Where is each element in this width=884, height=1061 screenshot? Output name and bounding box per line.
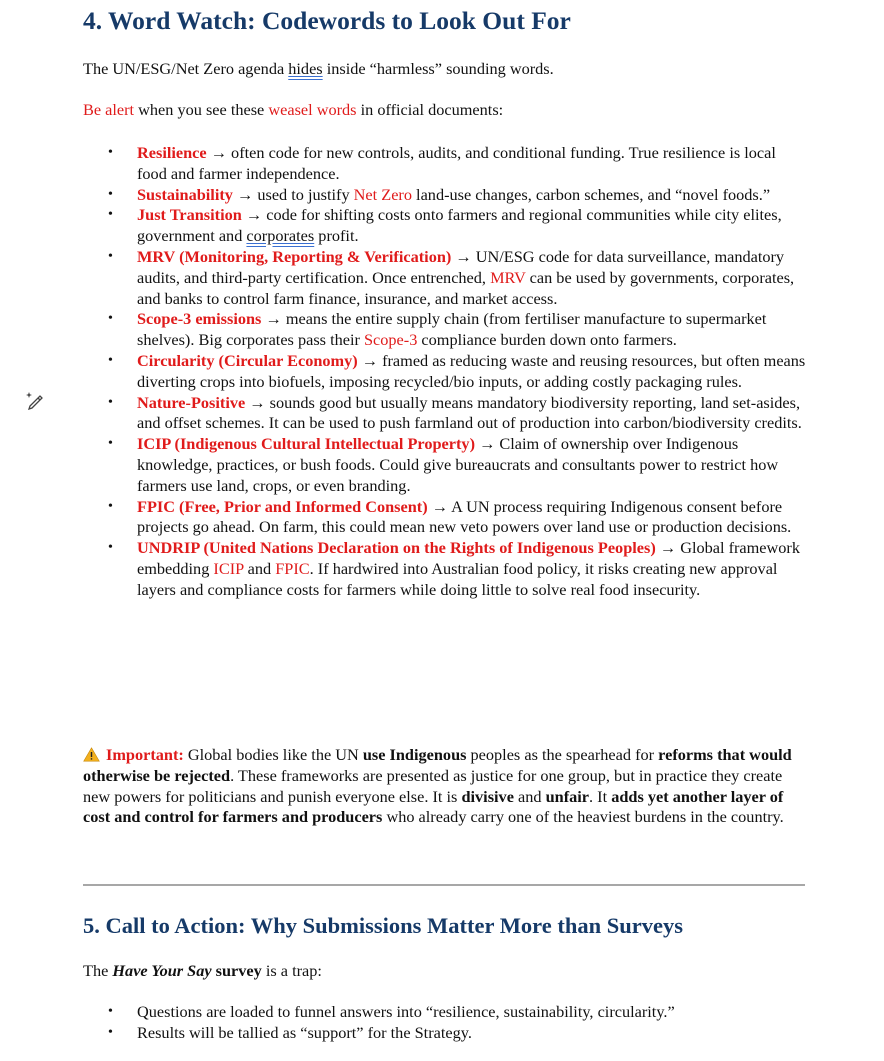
list-item: • Nature-Positive → sounds good but usually means mandatory biodiversity reporting, land set-asides, and offset schemes. It can be used to push farmland out of production into carbon/biodiversity credits. — [108, 392, 802, 433]
list-item: • Circularity (Circular Economy) → framed as reducing waste and reusing resources, but often means diverting crops into biofuels, imposing recycled/bio inputs, or adding costly packaging rules. — [108, 350, 806, 391]
survey-intro: The Have Your Say survey is a trap: — [83, 961, 322, 980]
list-item: • Resilience → often code for new controls, audits, and conditional funding. True resilience is local food and farmer independence. — [108, 143, 776, 183]
list-item: • Scope-3 emissions → means the entire supply chain (from fertiliser manufacture to supermarket shelves). Big corporates pass their Scope-3 compliance burden down onto farmers. — [108, 309, 767, 350]
section-divider — [83, 884, 805, 886]
intro-paragraph: The UN/ESG/Net Zero agenda hides inside “harmless” sounding words. — [83, 59, 554, 78]
list-item: • Results will be tallied as “support” for the Strategy. — [108, 1022, 472, 1042]
alert-paragraph: Be alert when you see these weasel words in official documents: — [83, 100, 504, 119]
hides-word[interactable]: hides — [288, 59, 323, 78]
list-item: • Just Transition → code for shifting costs onto farmers and regional communities while city elites, government and corporates profit. — [108, 205, 782, 246]
edit-sparkle-icon[interactable] — [25, 390, 45, 410]
important-paragraph: Important: Global bodies like the UN use Indigenous peoples as the spearhead for reforms that would otherwise be rejected. These frameworks are presented as justice for one group, but in practice they create new powers for politicians and punish everyone else. It is divisive and unfair. It adds yet another layer of cost and control for farmers and producers who already carry one of the heaviest burdens in the country. — [83, 745, 792, 827]
survey-list — [83, 1002, 807, 1044]
list-item: • Sustainability → used to justify Net Zero land-use changes, carbon schemes, and “novel foods.” — [108, 184, 771, 204]
section-5-heading: 5. Call to Action: Why Submissions Matter More than Surveys — [83, 913, 684, 938]
list-item: • UNDRIP (United Nations Declaration on the Rights of Indigenous Peoples) → Global framework embedding ICIP and FPIC. If hardwired into Australian food policy, it risks creating new approval layers and compliance costs for farmers while doing little to solve real food insecurity. — [108, 538, 800, 599]
list-item: • MRV (Monitoring, Reporting & Verification) → UN/ESG code for data surveillance, mandatory audits, and third-party certification. Once entrenched, MRV can be used by governments, corporates, and banks to control farm finance, insurance, and market access. — [108, 246, 795, 308]
list-item: • Questions are loaded to funnel answers into “resilience, sustainability, circularity.” — [108, 1002, 675, 1021]
section-4-heading: 4. Word Watch: Codewords to Look Out For — [83, 6, 571, 35]
list-item: • ICIP (Indigenous Cultural Intellectual Property) → Claim of ownership over Indigenous knowledge, practices, or bush foods. Could give bureaucrats and consultants power to restrict how farmers use land, crops, or even branding. — [108, 434, 779, 495]
warning-icon — [83, 747, 100, 762]
list-item: • FPIC (Free, Prior and Informed Consent) → A UN process requiring Indigenous consent before projects go ahead. On farm, this could mean new veto powers over land use or production decisions. — [108, 496, 792, 537]
codewords-list — [83, 143, 807, 601]
